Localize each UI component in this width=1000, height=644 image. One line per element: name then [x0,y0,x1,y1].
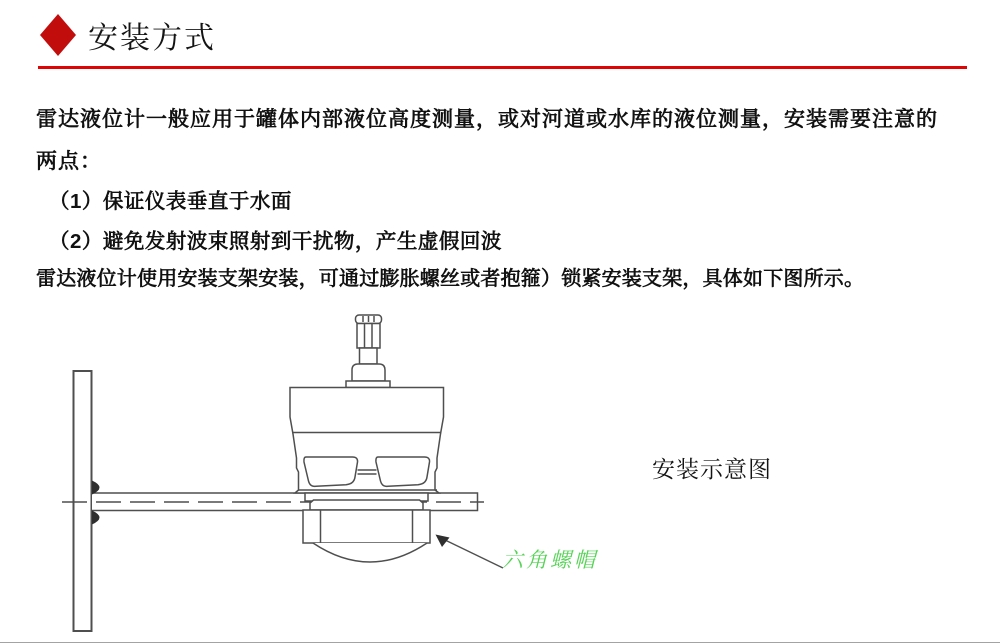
lens-right [376,457,430,486]
gland-base [352,364,385,381]
intro-line-2: 两点： [36,150,102,173]
antenna-dome [313,543,427,562]
wall-plate [74,371,92,631]
list-item-2: （2）避免发射波束照射到干扰物，产生虚假回波 [49,230,502,253]
list-item-1: （1）保证仪表垂直于水面 [49,190,292,213]
lens-left [304,457,358,486]
gland-stem [360,348,378,364]
flange-lower [310,500,423,510]
gland-ribbed-body [357,324,380,349]
figure-caption: 安装示意图 [652,456,772,482]
callout-arrow-line [444,540,503,569]
note-line: 雷达液位计使用安装支架安装，可通过膨胀螺丝或者抱箍）锁紧安装支架，具体如下图所示。 [36,268,865,290]
intro-line-1: 雷达液位计一般应用于罐体内部液位高度测量，或对河道或水库的液位测量，安装需要注意的 [36,108,938,131]
hex-nut [303,510,430,543]
hex-nut-callout: 六角螺帽 [502,549,598,572]
weld-bottom [92,511,100,525]
page-bottom-border [0,642,1000,643]
page-title: 安装方式 [88,22,216,55]
gland-plate [346,381,390,388]
